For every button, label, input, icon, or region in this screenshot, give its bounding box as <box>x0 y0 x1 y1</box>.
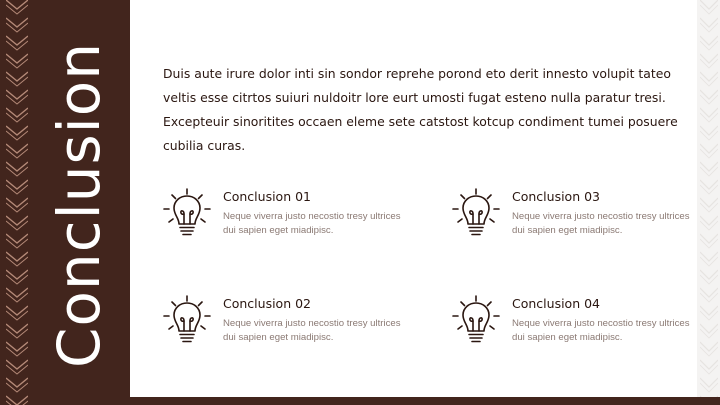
conclusion-item <box>449 186 689 246</box>
conclusion-item <box>449 293 689 353</box>
vertical-title <box>44 20 114 390</box>
lightbulb-icon <box>160 186 214 240</box>
conclusion-item <box>160 293 400 353</box>
item-title: Conclusion 04 <box>512 296 601 311</box>
item-title: Conclusion 03 <box>512 189 601 204</box>
item-description: Neque viverra justo necostio tresy ultrices dui sapien eget miadipisc. <box>512 211 690 236</box>
lightbulb-icon <box>449 293 503 347</box>
conclusion-item <box>160 186 400 246</box>
lightbulb-icon <box>160 293 214 347</box>
item-description: Neque viverra justo necostio tresy ultrices dui sapien eget miadipisc. <box>512 318 690 343</box>
item-title: Conclusion 01 <box>223 189 312 204</box>
item-description: Neque viverra justo necostio tresy ultrices dui sapien eget miadipisc. <box>223 318 401 343</box>
zigzag-pattern-right <box>700 0 718 405</box>
item-title: Conclusion 02 <box>223 296 312 311</box>
item-description: Neque viverra justo necostio tresy ultrices dui sapien eget miadipisc. <box>223 211 401 236</box>
slide-title: Conclusion <box>45 41 113 369</box>
lightbulb-icon <box>449 186 503 240</box>
intro-paragraph: Duis aute irure dolor inti sin sondor reprehe porond eto derit innesto volupit tateo veltis esse citrtos suiuri nuldoitr lore eurt umosti fugat esteno nulla paratur tresi. Excepteuir sinoritites occaen eleme sete catstost kotcup condiment tumei posuere cubilia curas. <box>163 66 678 153</box>
content-card <box>130 0 697 397</box>
zigzag-pattern-left <box>6 0 28 405</box>
left-band <box>0 0 130 405</box>
bottom-band <box>130 397 720 405</box>
